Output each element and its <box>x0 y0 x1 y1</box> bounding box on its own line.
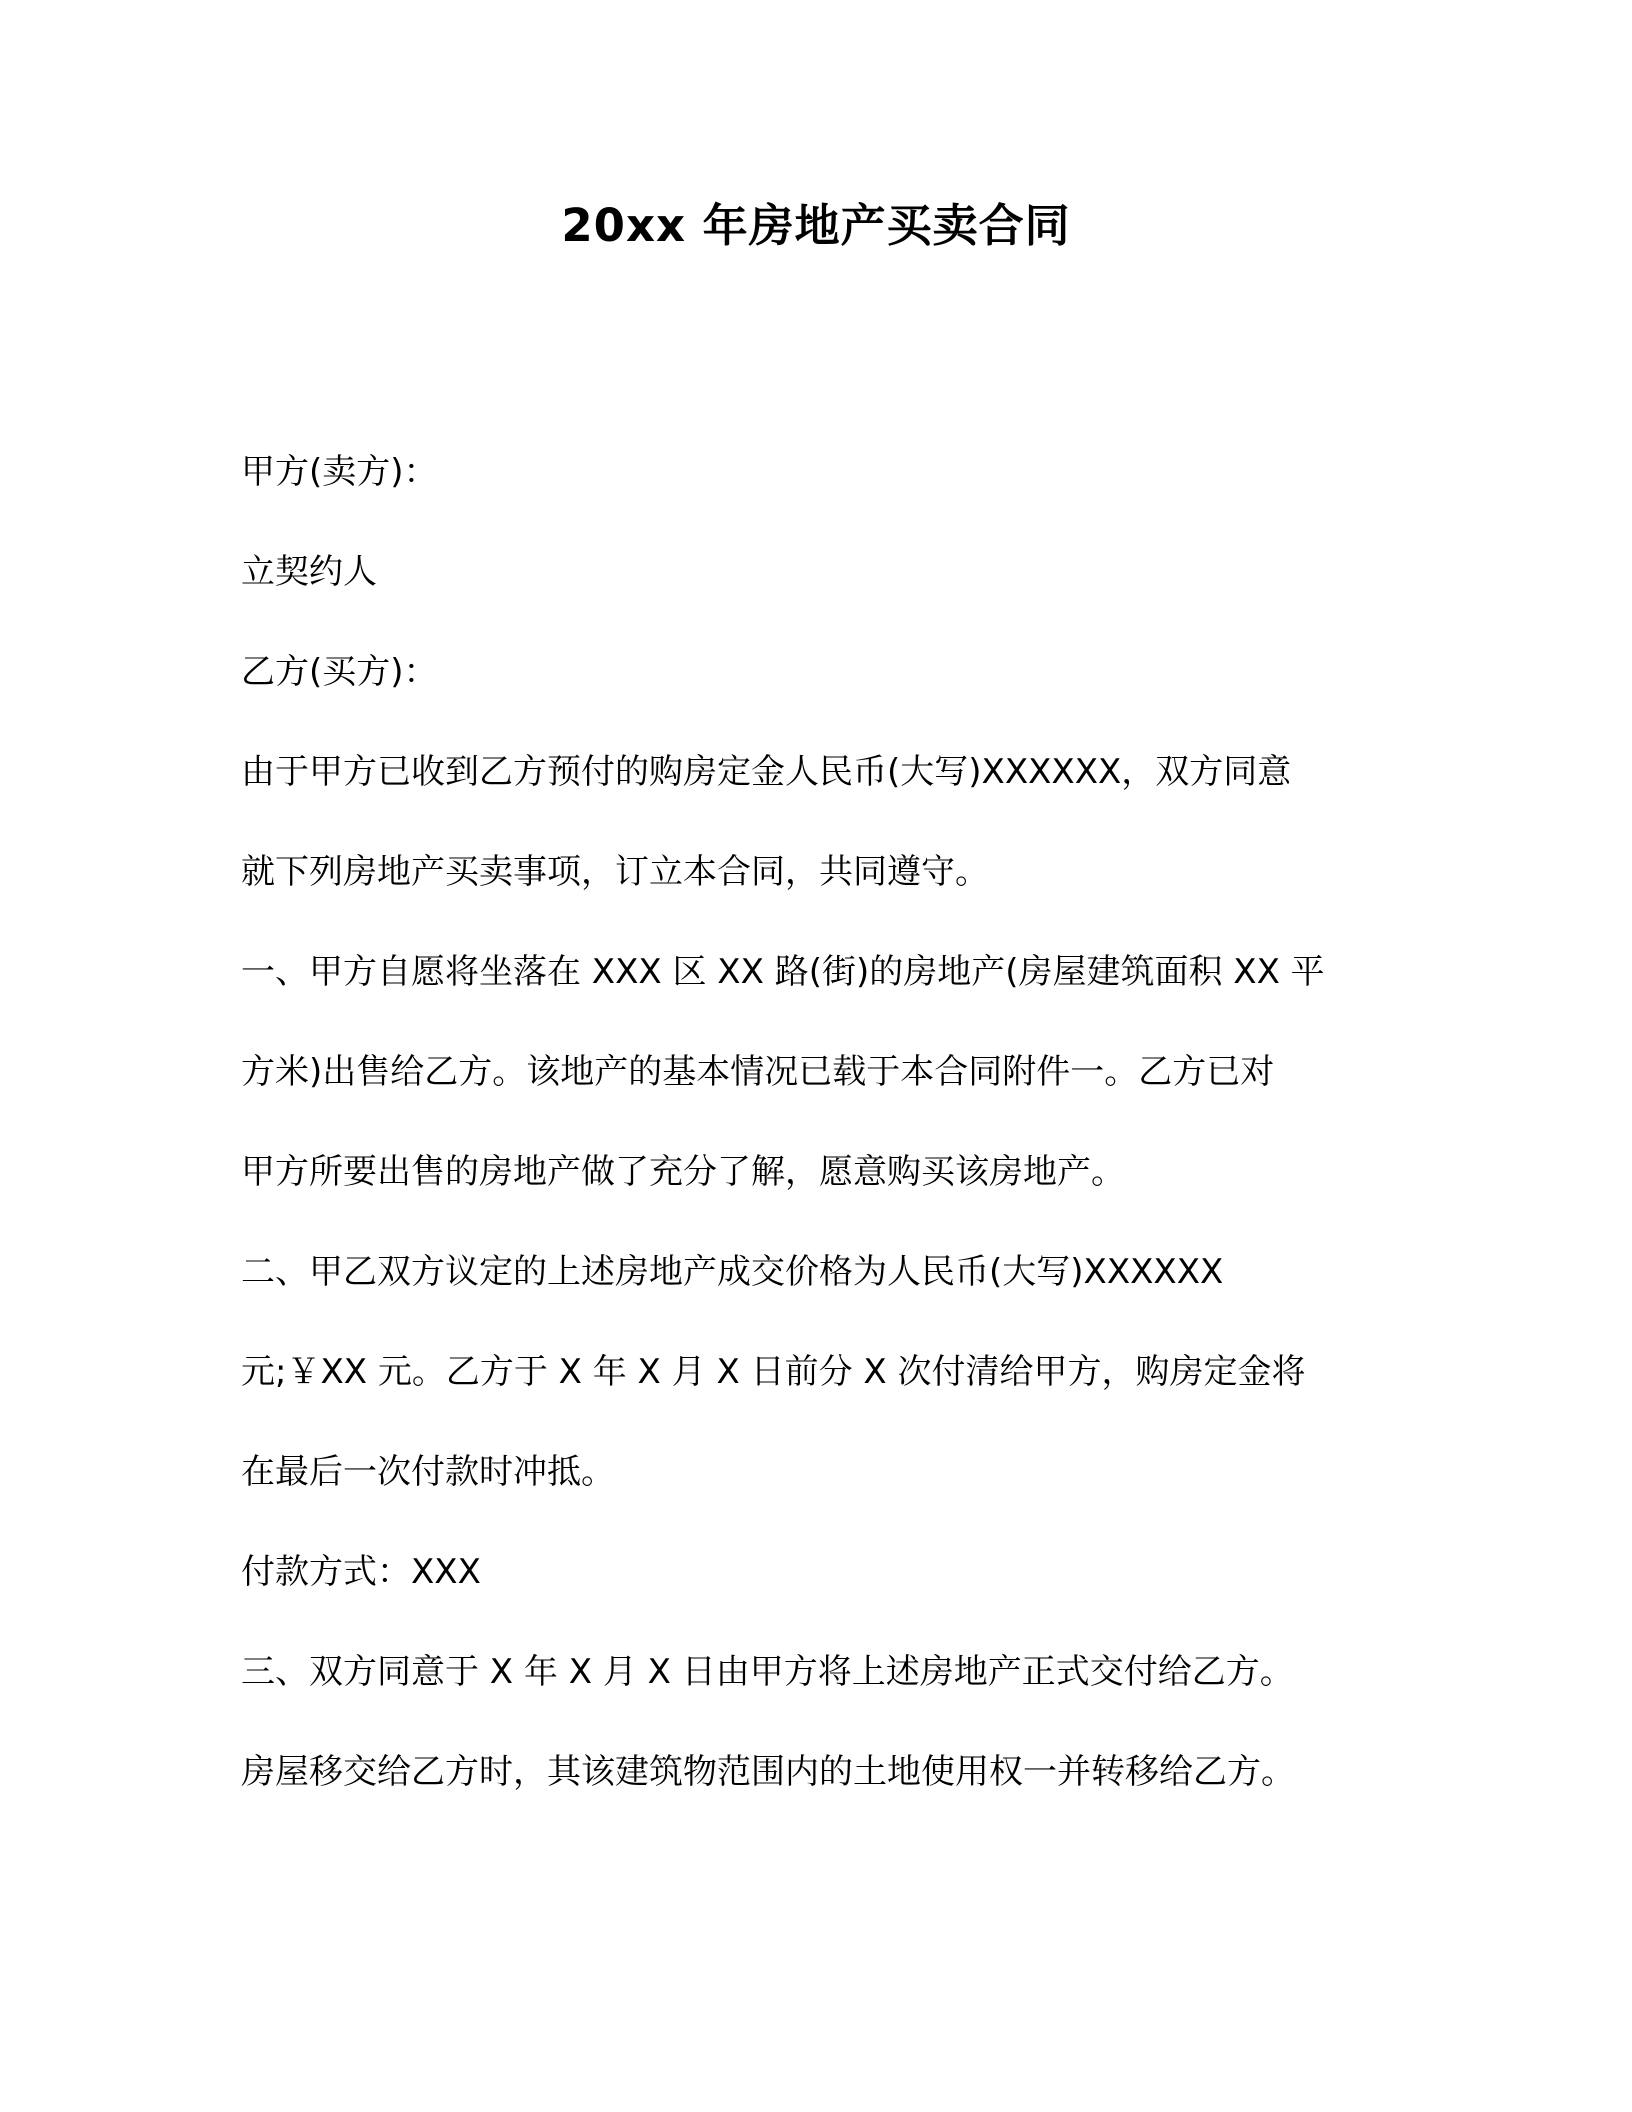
clause-3-line-2: 房屋移交给乙方时，其该建筑物范围内的土地使用权一并转移给乙方。 <box>241 1752 1295 1792</box>
preamble-line-2: 就下列房地产买卖事项，订立本合同，共同遵守。 <box>241 852 989 892</box>
clause-3-line-1: 三、双方同意于 X 年 X 月 X 日由甲方将上述房地产正式交付给乙方。 <box>241 1652 1294 1692</box>
clause-2-line-3: 在最后一次付款时冲抵。 <box>241 1452 615 1492</box>
clause-1-line-2: 方米)出售给乙方。该地产的基本情况已载于本合同附件一。乙方已对 <box>241 1052 1275 1092</box>
payment-method-line: 付款方式：XXX <box>241 1552 481 1592</box>
document-body <box>241 422 1391 1822</box>
party-a-seller-line: 甲方(卖方)： <box>241 452 438 492</box>
clause-1-line-1: 一、甲方自愿将坐落在 XXX 区 XX 路(街)的房地产(房屋建筑面积 XX 平 <box>241 952 1325 992</box>
preamble-line-1: 由于甲方已收到乙方预付的购房定金人民币(大写)XXXXXX，双方同意 <box>241 752 1292 792</box>
clause-1-line-3: 甲方所要出售的房地产做了充分了解，愿意购买该房地产。 <box>241 1152 1125 1192</box>
contract-signer-line: 立契约人 <box>241 552 377 592</box>
party-b-buyer-line: 乙方(买方)： <box>241 652 438 692</box>
clause-2-line-1: 二、甲乙双方议定的上述房地产成交价格为人民币(大写)XXXXXX <box>241 1252 1224 1292</box>
clause-2-line-2: 元;￥XX 元。乙方于 X 年 X 月 X 日前分 X 次付清给甲方，购房定金将 <box>241 1352 1306 1392</box>
document-title: 20xx 年房地产买卖合同 <box>561 199 1071 252</box>
